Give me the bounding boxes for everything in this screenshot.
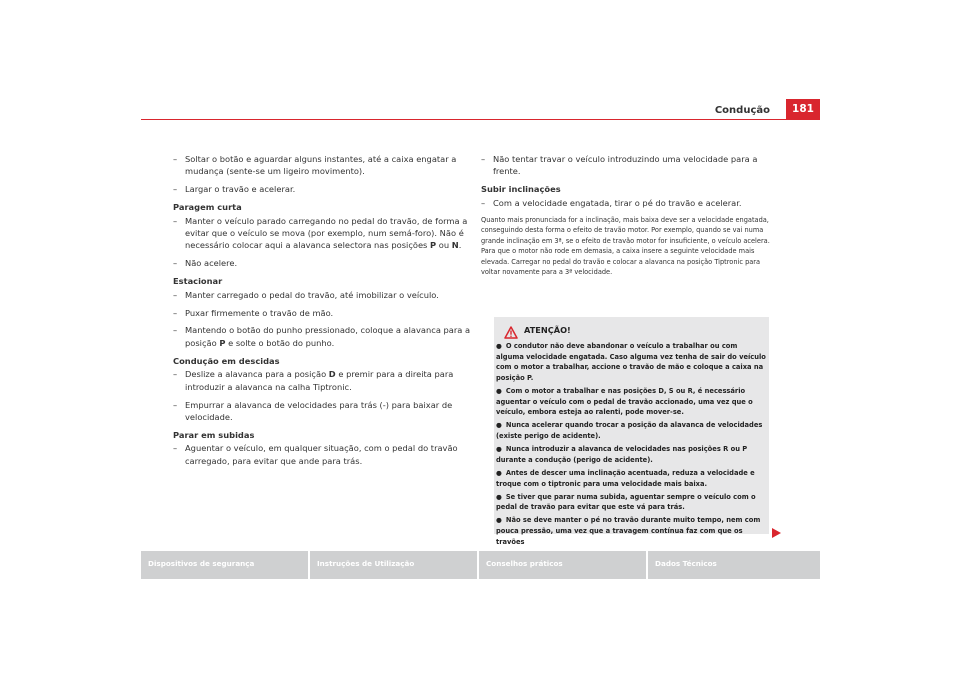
instruction-text: Não acelere. [185, 258, 238, 269]
warning-item [496, 444, 767, 465]
text-run: D [328, 369, 336, 380]
warning-list [496, 341, 767, 550]
section-heading: Estacionar [173, 276, 223, 287]
instruction-step [173, 368, 473, 393]
dash-marker: – [173, 399, 178, 410]
footer-tab-label: Instruções de Utilização [317, 559, 415, 568]
footer-tab-label: Conselhos práticos [486, 559, 563, 568]
text-run: e solte o botão do punho. [225, 337, 335, 348]
instruction-text: Manter carregado o pedal do travão, até imobilizar o veículo. [185, 289, 439, 300]
warning-item-text: Nunca introduzir a alavanca de velocidades nas posições R ou P durante a condução (perigo de acidente). [496, 445, 748, 464]
instruction-step [173, 324, 473, 349]
section-heading: Subir inclinações [481, 184, 561, 195]
dash-marker: – [173, 154, 178, 164]
left-column [173, 153, 473, 473]
warning-item-text: Com o motor a trabalhar e nas posições D, S ou R, é necessário aguentar o veículo com o pedal de travão accionado, uma vez que o veículo, embora esteja ao ralenti, pode mover-se. [496, 386, 753, 417]
instruction-step [173, 399, 473, 424]
note-paragraph: Quanto mais pronunciada for a inclinação, mais baixa deve ser a velocidade engatada, conseguindo desta forma o efeito de travão motor. Por exemplo, quando se vai numa grande inclinação em 3ª, se o efeito de travão motor for insuficiente, o veículo acelera. Para que o motor não rode em demasia, a caixa insere a seguinte velocidade mais elevada. Carregar no pedal do travão e colocar a alavanca na posição Tiptronic para voltar novamente para a 3ª velocidade. [481, 215, 770, 277]
dash-marker: – [173, 258, 178, 269]
section-heading: Condução em descidas [173, 355, 280, 366]
text-run: N [451, 240, 459, 251]
warning-item [496, 492, 767, 513]
header-rule [141, 119, 820, 120]
bullet-icon: ● [496, 516, 502, 525]
text-run: Deslize a alavanca para a posição [185, 369, 329, 380]
footer-tab-practical-tips[interactable] [479, 551, 646, 579]
warning-item [496, 341, 767, 383]
instruction-step [173, 289, 473, 301]
dash-marker: – [173, 369, 178, 380]
bullet-icon: ● [496, 492, 502, 501]
instruction-step [173, 307, 473, 319]
instruction-step [173, 183, 473, 195]
warning-item [496, 468, 767, 489]
section-heading: Parar em subidas [173, 429, 255, 440]
warning-title: ATENÇÃO! [524, 325, 571, 335]
text-run: ou [436, 240, 452, 251]
dash-marker: – [173, 443, 178, 454]
footer-tab-label: Dispositivos de segurança [148, 559, 255, 568]
right-column [481, 153, 773, 278]
instruction-text: Empurrar a alavanca de velocidades para trás (-) para baixar de velocidade. [185, 399, 453, 422]
instruction-text [185, 369, 453, 391]
instruction-step [481, 197, 773, 209]
dash-marker: – [481, 154, 486, 164]
instruction-text: Com a velocidade engatada, tirar o pé do travão e acelerar. [493, 197, 742, 208]
text-run: Manter o veículo parado carregando no pedal do travão, de forma a evitar que o veículo se mova (por exemplo, num semá-foro). Não é necessário colocar aqui a alavanca selectora nas posições [185, 215, 468, 251]
instruction-text: Largar o travão e acelerar. [185, 184, 296, 195]
continue-arrow-icon [772, 523, 781, 542]
dash-marker: – [173, 325, 178, 336]
warning-title-bar [494, 323, 769, 339]
text-run: e premir para a direita para introduzir a alavanca na calha Tiptronic. [185, 369, 454, 392]
bullet-icon: ● [496, 468, 502, 477]
dash-marker: – [173, 289, 178, 300]
warning-item-text: Antes de descer uma inclinação acentuada, reduza a velocidade e troque com o tiptronic para uma velocidade mais baixa. [496, 468, 755, 488]
warning-item-text: Não se deve manter o pé no travão durante muito tempo, nem com pouca pressão, uma vez que a travagem contínua faz com que os travões [496, 516, 761, 546]
dash-marker: – [173, 184, 178, 195]
instruction-text: Aguentar o veículo, em qualquer situação, com o pedal do travão carregado, para evitar que ande para trás. [185, 443, 458, 466]
instruction-step [173, 153, 473, 178]
bullet-icon: ● [496, 342, 502, 350]
instruction-text: Não tentar travar o veículo introduzindo uma velocidade para a frente. [493, 154, 758, 177]
instruction-step [173, 215, 473, 252]
instruction-step [481, 153, 773, 178]
warning-item [496, 515, 767, 547]
warning-item [496, 420, 767, 441]
page-number: 181 [786, 99, 820, 119]
text-run: P [219, 337, 226, 348]
warning-item [496, 386, 767, 418]
dash-marker: – [173, 307, 178, 318]
footer-tab-label: Dados Técnicos [655, 559, 717, 568]
footer-tab-instructions[interactable] [310, 551, 477, 579]
text-run: P [430, 240, 437, 251]
text-run: Mantendo o botão do punho pressionado, coloque a alavanca para a posição [185, 325, 471, 348]
instruction-text: Soltar o botão e aguardar alguns instantes, até a caixa engatar a mudança (sente-se um ligeiro movimento). [185, 154, 457, 177]
footer-tab-technical-data[interactable] [648, 551, 820, 579]
dash-marker: – [173, 215, 178, 226]
instruction-step [173, 257, 473, 269]
warning-item-text: Nunca acelerar quando trocar a posição da alavanca de velocidades (existe perigo de acidente). [496, 421, 763, 440]
instruction-text: Puxar firmemente o travão de mão. [185, 307, 334, 318]
bullet-icon: ● [496, 421, 502, 430]
warning-item-text: Se tiver que parar numa subida, aguentar sempre o veículo com o pedal de travão para evitar que este vá para trás. [496, 492, 756, 512]
instruction-text [185, 325, 470, 347]
warning-item-text: O condutor não deve abandonar o veículo a trabalhar ou com alguma velocidade engatada. Caso alguma vez tenha de sair do veículo com o motor a trabalhar, accione o travão de mão e coloque a caixa na posição P. [496, 342, 766, 382]
instruction-step [173, 442, 473, 467]
dash-marker: – [481, 197, 486, 208]
section-heading: Paragem curta [173, 202, 242, 213]
bullet-icon: ● [496, 386, 502, 395]
instruction-text [185, 216, 467, 251]
bullet-icon: ● [496, 445, 502, 454]
text-run: . [458, 240, 462, 251]
page-header-title: Condução [714, 105, 770, 116]
footer-tab-safety[interactable] [141, 551, 308, 579]
